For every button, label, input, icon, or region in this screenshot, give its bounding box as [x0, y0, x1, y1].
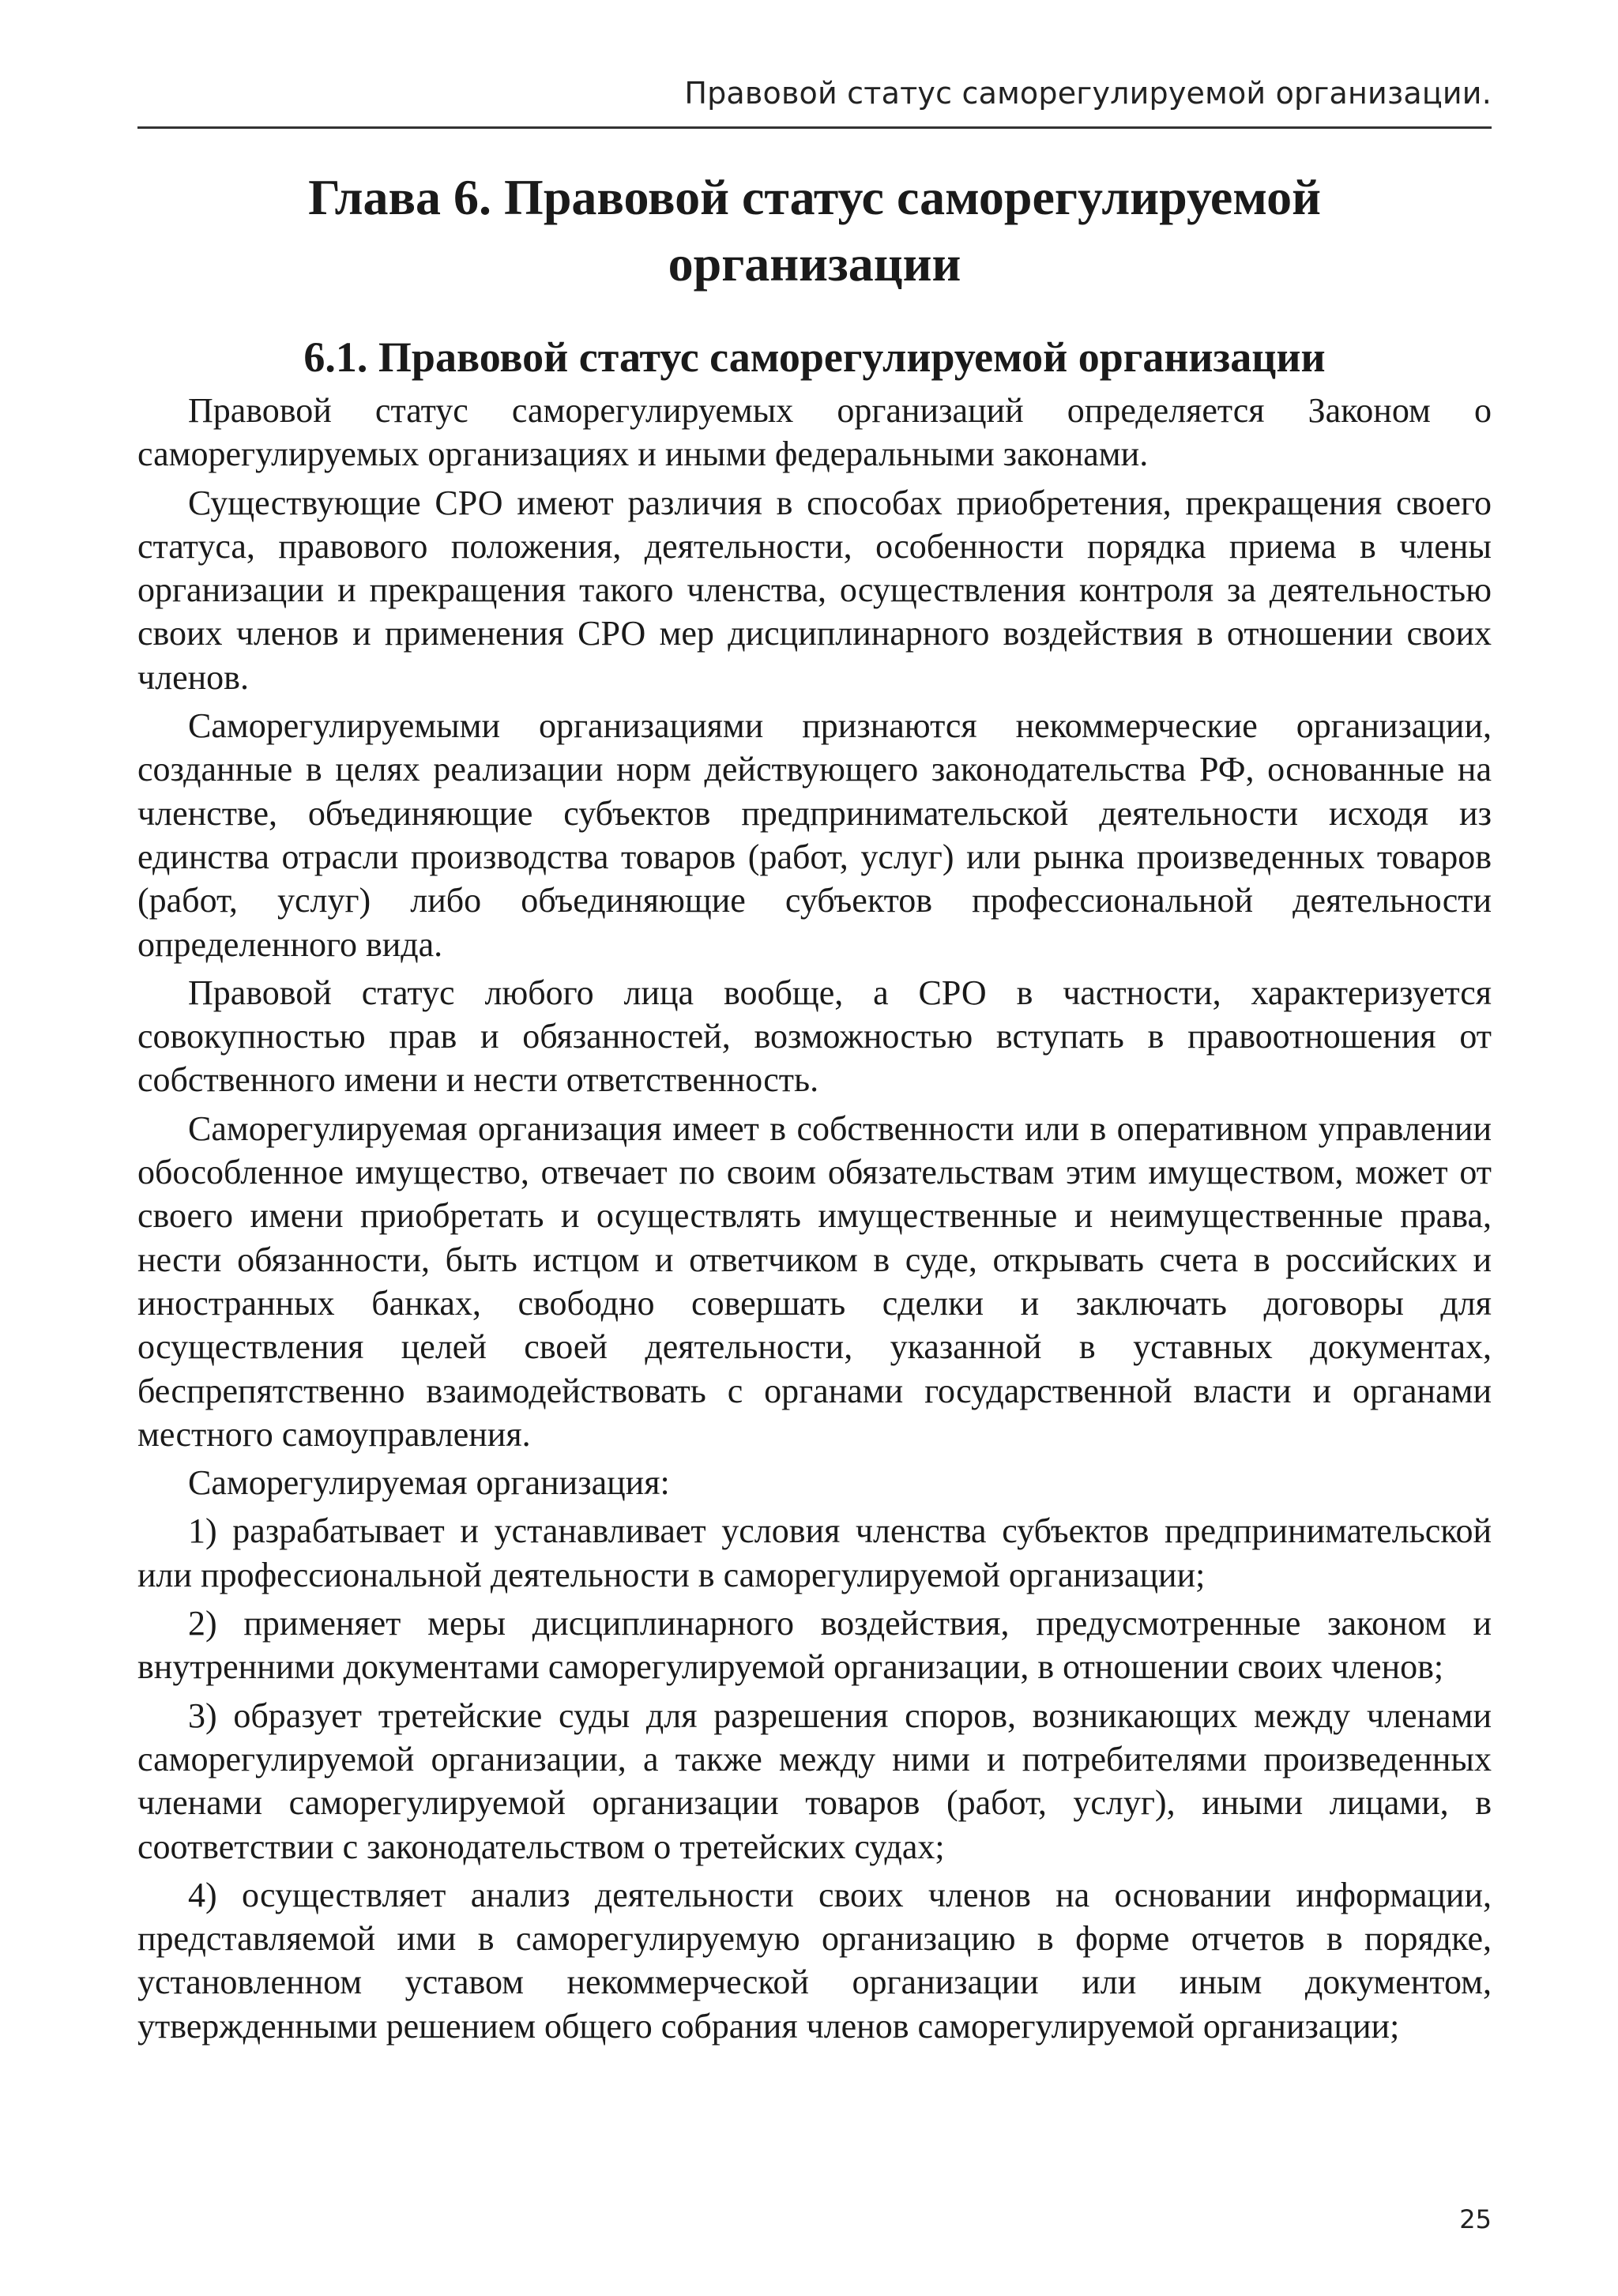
running-header: Правовой статус саморегулируемой организации.: [684, 76, 1492, 111]
paragraph: Саморегулируемая организация:: [188, 1463, 670, 1503]
header-divider: [137, 126, 1492, 129]
section-title: 6.1. Правовой статус саморегулируемой организации: [303, 333, 1326, 381]
chapter-title: Глава 6. Правовой статус саморегулируемой организации: [308, 169, 1321, 292]
page-number: 25: [1459, 2204, 1492, 2234]
paragraph: Саморегулируемыми организациями признаются некоммерческие организации, созданные в целях реализации норм действующего законодательства РФ, основанные на членстве, объединяющие субъектов предпринимательской деятельности исходя из единства отрасли производства товаров (работ, услуг) или рынка произведенных товаров (работ, услуг) либо объединяющие субъектов профессиональной деятельности определенного вида.: [137, 706, 1492, 964]
list-item: 4) осуществляет анализ деятельности своих членов на основании информации, представляемой ими в саморегулируемую организацию в форме отчетов в порядке, установленном уставом некоммерческой организации или иным документом, утвержденными решением общего собрания членов саморегулируемой организации;: [137, 1875, 1492, 2046]
paragraph: Существующие СРО имеют различия в способах приобретения, прекращения своего статуса, правового положения, деятельности, особенности порядка приема в члены организации и прекращения такого членства, осуществления контроля за деятельностью своих членов и применения СРО мер дисциплинарного воздействия в отношении своих членов.: [137, 483, 1492, 697]
paragraph: Правовой статус любого лица вообще, а СРО в частности, характеризуется совокупностью прав и обязанностей, возможностью вступать в правоотношения от собственного имени и нести ответственность.: [137, 973, 1492, 1100]
list-item: 3) образует третейские суды для разрешения споров, возникающих между членами саморегулируемой организации, а также между ними и потребителями произведенных членами саморегулируемой организации товаров (работ, услуг), иными лицами, в соответствии с законодательством о третейских судах;: [137, 1696, 1492, 1866]
list-item: 2) применяет меры дисциплинарного воздействия, предусмотренные законом и внутренними документами саморегулируемой организации, в отношении своих членов;: [137, 1604, 1492, 1687]
paragraph: Правовой статус саморегулируемых организаций определяется Законом о саморегулируемых организациях и иными федеральными законами.: [137, 391, 1492, 474]
paragraph: Саморегулируемая организация имеет в собственности или в оперативном управлении обособленное имущество, отвечает по своим обязательствам этим имуществом, может от своего имени приобретать и осуществлять имущественные и неимущественные права, нести обязанности, быть истцом и ответчиком в суде, открывать счета в российских и иностранных банках, свободно совершать сделки и заключать договоры для осуществления целей своей деятельности, указанной в уставных документах, беспрепятственно взаимодействовать с органами государственной власти и органами местного самоуправления.: [137, 1108, 1492, 1454]
page-body: [137, 164, 1492, 2053]
list-item: 1) разрабатывает и устанавливает условия членства субъектов предпринимательской или профессиональной деятельности в саморегулируемой организации;: [137, 1511, 1492, 1594]
